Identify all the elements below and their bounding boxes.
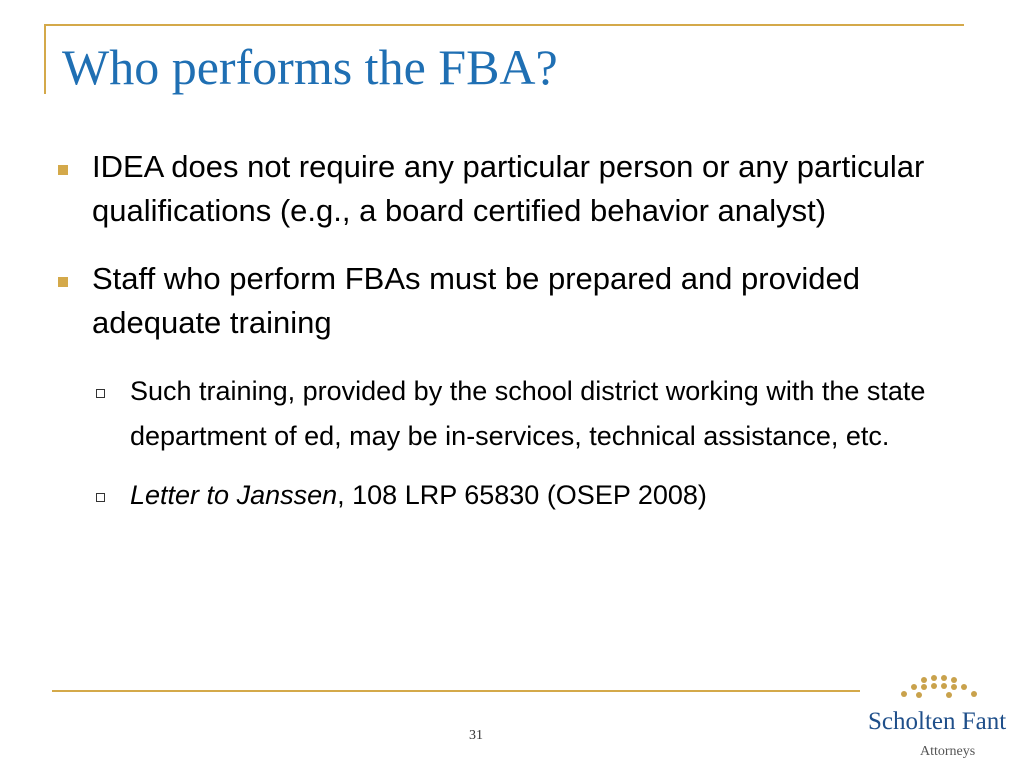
square-bullet-icon (58, 165, 68, 175)
bullet-text: IDEA does not require any particular person or any particular qualifications (e.g., a board certified behavior analyst) (92, 149, 925, 228)
left-border (44, 24, 46, 94)
slide-content (52, 145, 932, 532)
footer-divider (52, 690, 860, 692)
case-citation-rest: , 108 LRP 65830 (OSEP 2008) (337, 480, 707, 510)
bullet-item (52, 257, 932, 345)
firm-subtitle: Attorneys (920, 744, 976, 759)
sub-bullet-item (52, 369, 932, 459)
top-border (44, 24, 964, 26)
case-citation-italic: Letter to Janssen (130, 480, 338, 510)
sub-bullet-text: Such training, provided by the school district working with the state department of ed, may be in-services, technical assistance, etc. (130, 376, 926, 451)
firm-name: Scholten Fant (868, 708, 1007, 735)
hollow-square-bullet-icon (96, 493, 105, 502)
slide-title: Who performs the FBA? (62, 39, 558, 95)
sub-bullet-item (52, 473, 932, 518)
bullet-text: Staff who perform FBAs must be prepared and provided adequate training (92, 261, 860, 340)
square-bullet-icon (58, 277, 68, 287)
bullet-item (52, 145, 932, 233)
page-number: 31 (469, 728, 483, 743)
hollow-square-bullet-icon (96, 389, 105, 398)
